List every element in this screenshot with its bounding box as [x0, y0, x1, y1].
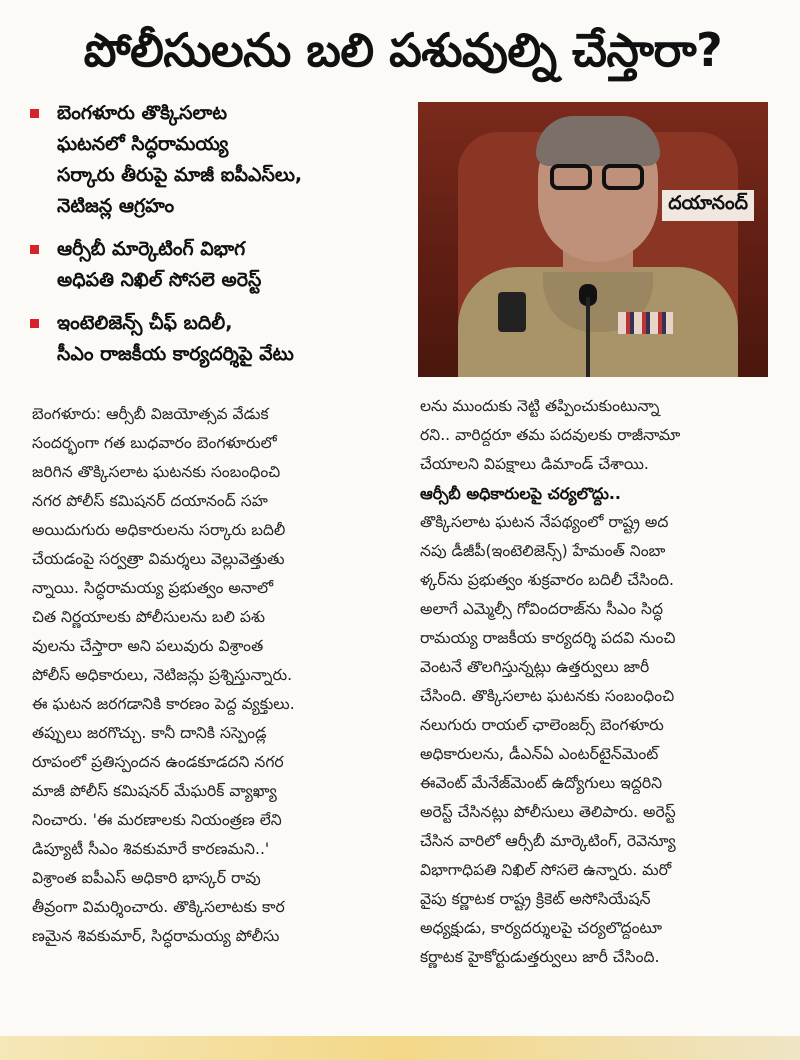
bullet-square-icon [30, 109, 39, 118]
bullet-item [30, 98, 415, 222]
section-subheading: ఆర్సీబీ అధికారులపై చర్యలొద్దు.. [420, 484, 622, 503]
bullet-text: ఆర్సీబీ మార్కెటింగ్ విభాగ అధిపతి నిఖిల్ సోసలె అరెస్ట్ [57, 238, 262, 291]
body-camera-icon [498, 292, 526, 332]
bullet-item [30, 308, 415, 370]
hair-shape [536, 116, 660, 166]
highlight-bullets [30, 98, 415, 382]
article-right-column [420, 392, 772, 972]
glasses-icon [602, 164, 644, 190]
bullet-square-icon [30, 245, 39, 254]
article-paragraph: లను ముందుకు నెట్టి తప్పించుకుంటున్నా రని.. వారిద్దరూ తమ పదవులకు రాజీనామా చేయాలని విపక్షాలు డిమాండ్ చేశాయి. [420, 397, 681, 473]
article-left-column [32, 400, 410, 951]
article-paragraph: బెంగళూరు: ఆర్సీబీ విజయోత్సవ వేడుక సందర్భంగా గత బుధవారం బెంగళూరులో జరిగిన తొక్కిసలాట ఘటనకు సంబంధించి నగర పోలీస్ కమిషనర్ దయానంద్ సహ అయిదుగురు అధికారులను సర్కారు బదిలీ చేయడంపై సర్వత్రా విమర్శలు వెల్లువెత్తుతు న్నాయి. సిద్ధరామయ్య ప్రభుత్వం అనాలో చిత నిర్ణయాలకు పోలీసులను బలి పశు వులను చేస్తారా అని పలువురు విశ్రాంత పోలీస్ అధికారులు, నెటిజన్లు ప్రశ్నిస్తున్నారు. ఈ ఘటన జరగడానికి కారణం పెద్ద వ్యక్తులు. తప్పులు జరగొచ్చు. కానీ దానికి సస్పెండ్ల రూపంలో ప్రతిస్పందన ఉండకూడదని నగర మాజీ పోలీస్ కమిషనర్ మేఘరిక్ వ్యాఖ్యా నించారు. 'ఈ మరణాలకు నియంత్రణ లేని డిప్యూటీ సీఎం శివకుమారే కారణమని..' విశ్రాంత ఐపీఎస్ అధికారి భాస్కర్ రావు తీవ్రంగా విమర్శించారు. తొక్కిసలాటకు కార ణమైన శివకుమార్, సిద్ధరామయ్య పోలీసు [32, 405, 295, 945]
bullet-text: ఇంటెలిజెన్స్ చీఫ్ బదిలీ, సీఎం రాజకీయ కార్యదర్శిపై వేటు [57, 312, 294, 365]
article-paragraph: తొక్కిసలాట ఘటన నేపథ్యంలో రాష్ట్ర అద నపు డీజీపీ(ఇంటెలిజెన్స్) హేమంత్ నింబా ళ్కర్‌ను ప్రభుత్వం శుక్రవారం బదిలీ చేసింది. అలాగే ఎమ్మెల్సీ గోవిందరాజ్‌ను సీఎం సిద్ధ రామయ్య రాజకీయ కార్యదర్శి పదవి నుంచి వెంటనే తొలగిస్తున్నట్లు ఉత్తర్వులు జారీ చేసింది. తొక్కిసలాట ఘటనకు సంబంధించి నలుగురు రాయల్ ఛాలెంజర్స్ బెంగళూరు అధికారులను, డీఎన్ఏ ఎంటర్‌టైన్‌మెంట్ ఈవెంట్ మేనేజ్‌మెంట్ ఉద్యోగులు ఇద్దరిని అరెస్ట్ చేసినట్లు పోలీసులు తెలిపారు. అరెస్ట్ చేసిన వారిలో ఆర్సీబీ మార్కెటింగ్, రెవెన్యూ విభాగాధిపతి నిఖిల్ సోసలె ఉన్నారు. మరో వైపు కర్ణాటక రాష్ట్ర క్రికెట్ అసోసియేషన్ అధ్యక్షుడు, కార్యదర్శులపై చర్యలొద్దంటూ కర్ణాటక హైకోర్టుడుత్తర్వులు జారీ చేసింది. [420, 513, 676, 966]
bullet-text: బెంగళూరు తొక్కిసలాట ఘటనలో సిద్ధరామయ్య సర్కారు తీరుపై మాజీ ఐపీఎస్‌లు, నెటిజన్ల ఆగ్రహం [57, 102, 303, 217]
footer-decorative-strip [0, 1036, 800, 1060]
photo-caption: దయానంద్ [662, 190, 754, 221]
bullet-square-icon [30, 319, 39, 328]
headline: పోలీసులను బలి పశువుల్ని చేస్తారా? [83, 23, 723, 77]
officer-photo [418, 102, 768, 377]
bullet-item [30, 234, 415, 296]
glasses-icon [550, 164, 592, 190]
microphone-stand [586, 297, 590, 377]
medal-ribbon-icon [618, 312, 673, 334]
